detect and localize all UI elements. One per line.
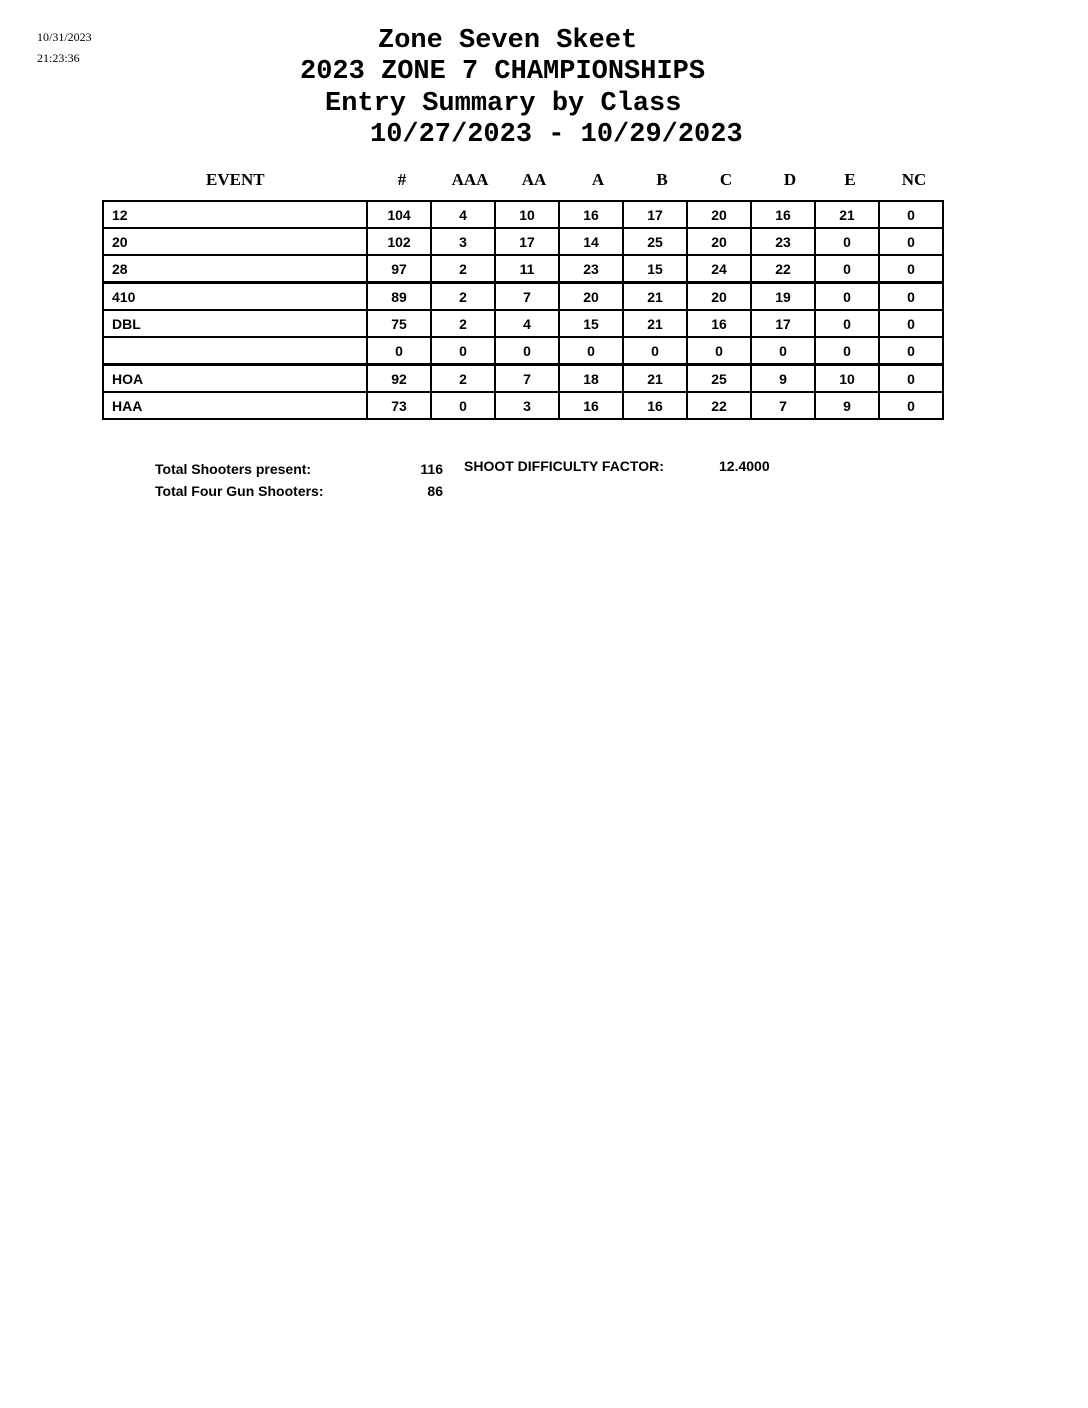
report-title: Entry Summary by Class [325, 89, 682, 119]
class-cell: 0 [879, 310, 943, 337]
column-header-a: A [591, 170, 605, 189]
column-header-aa: AA [521, 170, 547, 189]
class-cell: 16 [687, 310, 751, 337]
count-cell: 75 [367, 310, 431, 337]
class-cell: 17 [751, 310, 815, 337]
event-cell: 28 [103, 255, 367, 283]
column-header-nc: NC [901, 170, 927, 189]
column-header-c: C [719, 170, 733, 189]
class-cell: 10 [815, 365, 879, 393]
total-shooters-label: Total Shooters present: [155, 461, 312, 477]
print-date: 10/31/2023 [37, 30, 92, 44]
class-cell: 7 [495, 283, 559, 311]
class-cell: 2 [431, 365, 495, 393]
class-cell: 0 [815, 337, 879, 365]
column-header-event: EVENT [206, 170, 265, 189]
class-cell: 0 [687, 337, 751, 365]
class-cell: 0 [879, 365, 943, 393]
count-cell: 102 [367, 228, 431, 255]
class-cell: 21 [623, 310, 687, 337]
count-cell: 73 [367, 392, 431, 419]
class-cell: 20 [687, 228, 751, 255]
table-row [103, 365, 943, 393]
class-cell: 0 [623, 337, 687, 365]
class-cell: 0 [431, 337, 495, 365]
table-row [103, 392, 943, 419]
class-cell: 25 [623, 228, 687, 255]
class-cell: 17 [623, 201, 687, 228]
four-gun-label: Total Four Gun Shooters: [155, 483, 324, 499]
class-cell: 9 [751, 365, 815, 393]
column-header-count: # [397, 170, 407, 189]
count-cell: 92 [367, 365, 431, 393]
class-cell: 16 [559, 392, 623, 419]
class-cell: 11 [495, 255, 559, 283]
difficulty-factor-label: SHOOT DIFFICULTY FACTOR: [464, 458, 664, 474]
class-cell: 0 [815, 283, 879, 311]
table-row [103, 283, 943, 311]
column-header-aaa: AAA [451, 170, 489, 189]
class-cell: 23 [559, 255, 623, 283]
class-cell: 0 [879, 392, 943, 419]
class-cell: 23 [751, 228, 815, 255]
event-cell: HOA [103, 365, 367, 393]
event-cell: HAA [103, 392, 367, 419]
count-cell: 104 [367, 201, 431, 228]
class-cell: 2 [431, 310, 495, 337]
class-cell: 20 [687, 201, 751, 228]
class-cell: 0 [879, 201, 943, 228]
column-header-b: B [656, 170, 668, 189]
class-cell: 2 [431, 255, 495, 283]
class-cell: 22 [687, 392, 751, 419]
class-cell: 21 [815, 201, 879, 228]
total-shooters-value: 116 [420, 461, 443, 477]
table-row [103, 310, 943, 337]
class-cell: 2 [431, 283, 495, 311]
class-cell: 16 [751, 201, 815, 228]
difficulty-factor-value: 12.4000 [719, 458, 770, 474]
class-cell: 0 [559, 337, 623, 365]
table-row [103, 228, 943, 255]
class-cell: 0 [815, 310, 879, 337]
print-time: 21:23:36 [37, 51, 80, 65]
class-cell: 3 [495, 392, 559, 419]
class-cell: 19 [751, 283, 815, 311]
class-cell: 21 [623, 283, 687, 311]
class-cell: 20 [559, 283, 623, 311]
class-cell: 15 [623, 255, 687, 283]
class-cell: 0 [879, 337, 943, 365]
table-row [103, 255, 943, 283]
class-cell: 10 [495, 201, 559, 228]
class-cell: 0 [431, 392, 495, 419]
class-cell: 0 [879, 283, 943, 311]
entry-summary-table [102, 200, 944, 420]
class-cell: 16 [623, 392, 687, 419]
event-cell: DBL [103, 310, 367, 337]
count-cell: 89 [367, 283, 431, 311]
class-cell: 0 [879, 255, 943, 283]
date-range: 10/27/2023 - 10/29/2023 [370, 120, 743, 150]
class-cell: 0 [815, 228, 879, 255]
class-cell: 20 [687, 283, 751, 311]
class-cell: 4 [495, 310, 559, 337]
class-cell: 9 [815, 392, 879, 419]
class-cell: 0 [495, 337, 559, 365]
class-cell: 14 [559, 228, 623, 255]
event-title: 2023 ZONE 7 CHAMPIONSHIPS [300, 57, 706, 87]
class-cell: 0 [751, 337, 815, 365]
class-cell: 15 [559, 310, 623, 337]
event-cell: 20 [103, 228, 367, 255]
class-cell: 0 [879, 228, 943, 255]
class-cell: 4 [431, 201, 495, 228]
count-cell: 97 [367, 255, 431, 283]
class-cell: 16 [559, 201, 623, 228]
class-cell: 22 [751, 255, 815, 283]
class-cell: 7 [751, 392, 815, 419]
class-cell: 21 [623, 365, 687, 393]
event-cell: 410 [103, 283, 367, 311]
four-gun-value: 86 [427, 483, 443, 499]
count-cell: 0 [367, 337, 431, 365]
org-title: Zone Seven Skeet [378, 26, 638, 56]
class-cell: 17 [495, 228, 559, 255]
class-cell: 3 [431, 228, 495, 255]
event-cell [103, 337, 367, 365]
class-cell: 24 [687, 255, 751, 283]
column-header-e: E [844, 170, 856, 189]
class-cell: 18 [559, 365, 623, 393]
column-header-d: D [783, 170, 797, 189]
class-cell: 25 [687, 365, 751, 393]
event-cell: 12 [103, 201, 367, 228]
class-cell: 0 [815, 255, 879, 283]
table-row [103, 337, 943, 365]
class-cell: 7 [495, 365, 559, 393]
table-row [103, 201, 943, 228]
